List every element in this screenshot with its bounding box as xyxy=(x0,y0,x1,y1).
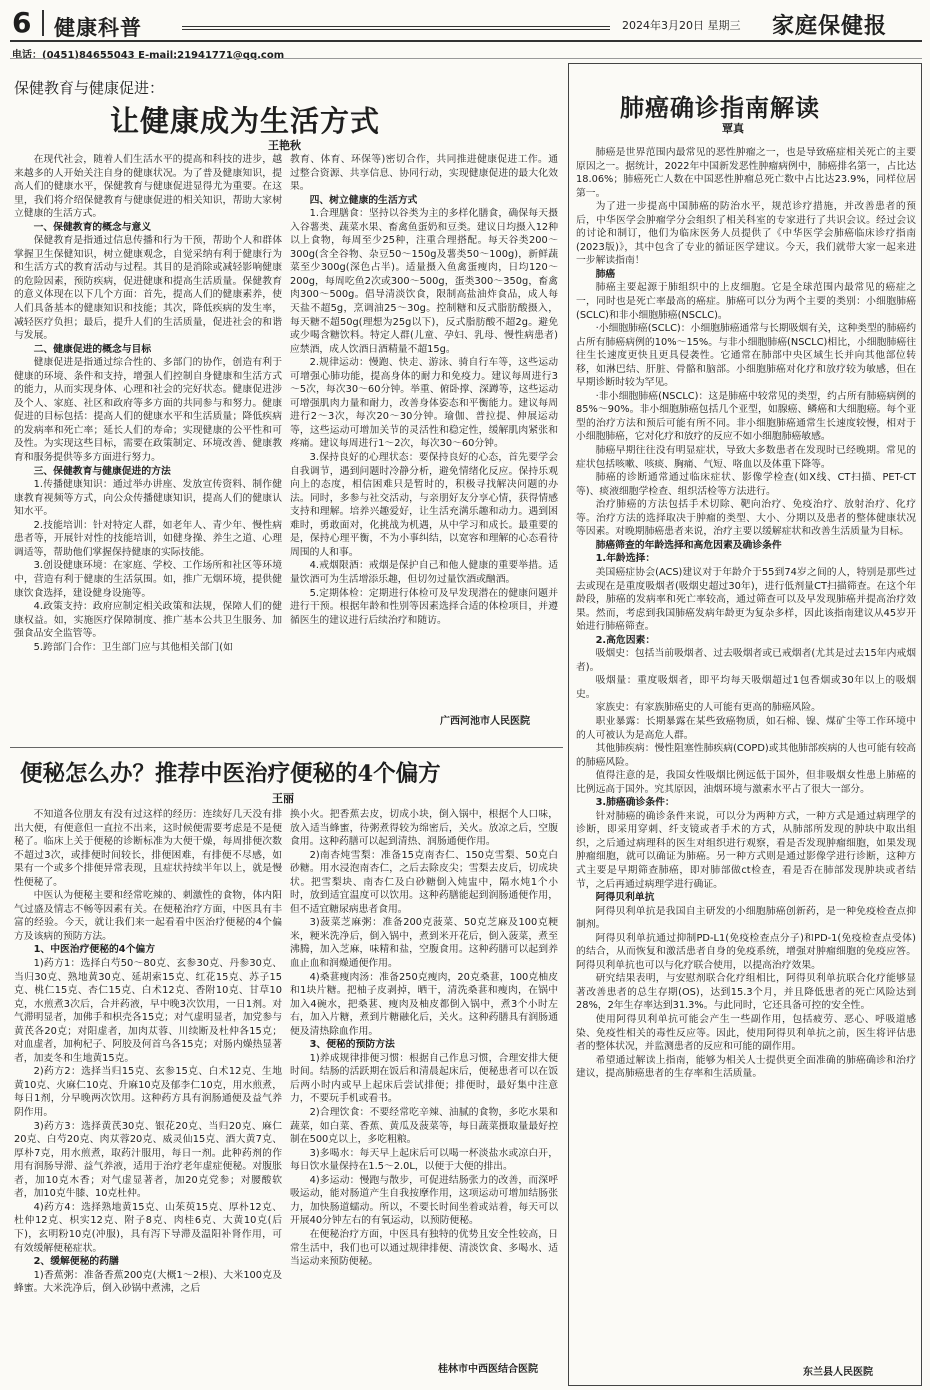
paragraph: 5.跨部门合作：卫生部门应与其他相关部门(如 xyxy=(33,641,233,653)
paragraph: 2)合理饮食：不要经常吃辛辣、油腻的食物，多吃水果和蔬菜，如白菜、香蕉、黄瓜及菠菜等，每日蔬菜摄取量最好控制在500克以上，多吃粗粮。 xyxy=(290,1107,558,1146)
paragraph: 治疗肺癌的方法包括手术切除、靶向治疗、免疫治疗、放射治疗、化疗等。治疗方法的选择取决于肿瘤的类型、大小、分期以及患者的整体健康状况等因素。对晚期肺癌患者来说，治疗主要以缓解症状和改善生活质量为目标。 xyxy=(576,499,916,538)
paragraph: 4.政策支持：政府应制定相关政策和法规，保障人们的健康权益。如，实施医疗保障制度、推广基本公共卫生服务、加强食品安全监管等。 xyxy=(14,601,282,640)
paragraph: 针对肺癌的确诊条件来说，可以分为两种方式，一种方式是通过病理学的诊断，即采用穿刺、纤支镜或者手术的方式，从肺部所发现的肿块中取出组织，之后通过病理科的医生对组织进行观察，看是否发现肿瘤细胞，如果发现肿瘤细胞，就可以确证为肺癌。另一种方式则是通过影像学进行诊断，这种方式主要是早期筛查肺癌，即对肺部做ct检查，看是否在肺部发现肿块或者结节，之后再通过病理学进行确证。 xyxy=(576,810,916,890)
article3-source: 东兰县人民医院 xyxy=(803,1367,873,1378)
section-heading: 2、缓解便秘的药膳 xyxy=(33,1256,119,1268)
paragraph: 4)药方4：选择熟地黄15克、山茱萸15克、厚朴12克、杜仲12克、枳实12克、附子8克、肉桂6克、大黄10克(后下)，玄明粉10克(冲服)，具有泻下导滞及温阳补肾作用，可有效缓解便秘症状。 xyxy=(14,1201,282,1254)
article1-kicker: 保健教育与健康促进： xyxy=(14,79,165,97)
paragraph: 健康促进是指通过综合性的、多部门的协作，创造有利于健康的环境、条件和支持，增强人们控制自身健康和生活方式的能力，从而实现身体、心理和社会的完好状态。健康促进涉及个人、家庭、社区和政府等多方面的共同参与和努力。健康促进的目标包括：提高人们的健康水平和生活质量；降低疾病的发病率和死亡率；延长人们的寿命；实现健康的公平性和可及性。为实现这些目标，需要在政策制定、环境改善、健康教育和服务提供等多方面进行努力。 xyxy=(14,357,282,464)
paragraph: 1.合理膳食：坚持以谷类为主的多样化膳食，确保每天摄入谷薯类、蔬菜水果、畜禽鱼蛋奶和豆类。建议日均摄入12种以上食物，每周至少25种，注重合理搭配。每天谷类200～300g(含全谷物、杂豆50～150g及薯类50～100g)，新鲜蔬菜至少300g(深色占半)。适量摄入鱼禽蛋瘦肉，日均120～200g，每周吃鱼2次或300～500g，蛋类300～350g，畜禽肉300～500g。倡导清淡饮食，限制高盐油炸食品，成人每天盐不超5g，烹调油25～30g。控制糖和反式脂肪酸摄入，每天糖不超50g(理想为25g以下)，反式脂肪酸不超2g。避免或少喝含糖饮料。特定人群(儿童、孕妇、乳母、慢性病患者)应禁酒，成人饮酒日酒精量不超15g。 xyxy=(290,208,558,355)
article2-title: 便秘怎么办？推荐中医治疗便秘的4个偏方 xyxy=(20,761,441,787)
article2-author: 王丽 xyxy=(272,792,294,805)
article3-title: 肺癌确诊指南解读 xyxy=(620,93,820,122)
header-rule xyxy=(182,26,610,30)
paragraph: 3)菠菜芝麻粥：准备200克菠菜、50克芝麻及100克粳米，粳米洗净后，倒入锅中，煮到米开花后，倒入菠菜，煮至沸腾，加入芝麻，味精和盐，空腹食用。这种药膳可以起到养血止血和润燥通便作用。 xyxy=(290,917,558,970)
newspaper-name: 家庭保健报 xyxy=(772,13,888,39)
article1-column-1 xyxy=(14,153,282,739)
paragraph: 1)养成规律排便习惯：根据自己作息习惯，合理安排大便时间。结肠的活跃期在饭后和清晨起床后，便秘患者可以在饭后两小时内或早上起床后尝试排便；排便时，最好集中注意力，不要玩手机或看书。 xyxy=(290,1052,558,1105)
article1-source: 广西河池市人民医院 xyxy=(440,716,530,727)
section-heading: 1、中医治疗便秘的4个偏方 xyxy=(33,944,155,956)
contact-line: 电话：(0451)84655043 E-mail:21941771@qq.com xyxy=(12,50,285,61)
article1-author: 王艳秋 xyxy=(268,139,301,152)
paragraph: 吸烟量：重度吸烟者，即平均每天吸烟超过1包香烟或30年以上的吸烟史。 xyxy=(576,675,916,700)
article2-column-2 xyxy=(290,808,558,1358)
section-heading: 1.年龄选择： xyxy=(595,553,656,565)
section-heading: 2.高危因素： xyxy=(595,634,656,646)
paragraph: 家族史：有家族肺癌史的人可能有更高的肺癌风险。 xyxy=(595,702,821,714)
paragraph: ·小细胞肺癌(SCLC)：小细胞肺癌通常与长期吸烟有关，这种类型的肺癌约占所有肺癌病例的10%～15%。与非小细胞肺癌(NSCLC)相比，小细胞肺癌往往生长速度更快且更具侵袭性。它通常在肺部中央区域生长并向其他部位转移，如淋巴结、肝脏、骨骼和脑部。小细胞肺癌对化疗和放疗较为敏感，但在早期诊断时较为罕见。 xyxy=(576,323,916,389)
paragraph: 肺癌的诊断通常通过临床症状、影像学检查(如X线、CT扫描、PET-CT等)、痰液细胞学检查、组织活检等方法进行。 xyxy=(576,472,916,497)
paragraph: 3.创设健康环境：在家庭、学校、工作场所和社区等环境中，营造有利于健康的生活氛围。如，推广无烟环境，提供健康饮食选择，建设健身设施等。 xyxy=(14,560,282,599)
section-title: 健康科普 xyxy=(54,15,142,40)
paragraph: 在现代社会，随着人们生活水平的提高和科技的进步，越来越多的人开始关注自身的健康状况。为了普及健康知识，提高人们的健康水平，保健教育与健康促进显得尤为重要。在这里，我们将介绍保健教育与健康促进的相关知识，帮助大家树立健康的生活方式。 xyxy=(14,154,282,220)
paragraph: 不知道各位朋友有没有过这样的经历：连续好几天没有排出大便，有便意但一直拉不出来，这时候便需要考虑是不是便秘了。临床上关于便秘的诊断标准为大便干燥，每周排便次数不超过3次，或排便时间较长，排便困难，有排便不尽感，如果有一个或多个排便异常表现，且症状持续半年以上，就是慢性便秘了。 xyxy=(14,809,282,888)
paragraph: 1)药方1：选择白芍50～80克、玄参30克、丹参30克、当归30克、熟地黄30克、延胡索15克、红花15克、苏子15克、桃仁15克、杏仁15克、白术12克、香附10克、甘草10克，水煎煮3次后，合并药液，早中晚3次饮用，一日1剂。对气滞明显者，加佛手和枳壳各15克；对气虚明显者，加党参与黄芪各20克；对阳虚者，加肉苁蓉、川续断及杜仲各15克；对血虚者，加枸杞子、阿胶及何首乌各15克；对肠内燥热显著者，加麦冬和生地黄15克。 xyxy=(14,958,282,1064)
paragraph: 4)桑葚瘦肉汤：准备250克瘦肉，20克桑葚，100克柚皮和1块片糖。把柚子皮剥掉，晒干，清洗桑葚和瘦肉，在锅中加入4碗水，把桑葚、瘦肉及柚皮都倒入锅中，煮3个小时左右，加入片糖，煮到片糖融化后，关火。这种药膳具有润肠通便及清热除血作用。 xyxy=(290,971,558,1037)
paragraph: 换小火。把香蕉去皮，切成小块，倒入锅中，根据个人口味，放入适当蜂蜜，待粥煮得较为绵密后，关火。放凉之后，空腹食用。这种药膳可以起到清热、润肠通便作用。 xyxy=(290,809,558,848)
paragraph: 2.规律运动：慢跑、快走、游泳、骑自行车等，这些运动可增强心肺功能，提高身体的耐力和免疫力。建议每周进行3～5次，每次30～60分钟。举重、俯卧撑、深蹲等，这些运动可增强肌肉力量和耐力，改善身体姿态和平衡能力。建议每周进行2～3次，每次20～30分钟。瑜伽、普拉提、伸展运动等，这些运动可增加关节的灵活性和稳定性，缓解肌肉紧张和疼痛。建议每周进行1～2次，每次30～60分钟。 xyxy=(290,357,558,450)
paragraph: 吸烟史：包括当前吸烟者、过去吸烟者或已戒烟者(尤其是过去15年内戒烟者)。 xyxy=(576,648,916,673)
paragraph: 保健教育是指通过信息传播和行为干预，帮助个人和群体掌握卫生保健知识，树立健康观念，自觉采纳有利于健康行为和生活方式的教育活动与过程。其目的是消除或减轻影响健康的危险因素，预防疾病，促进健康和提高生活质量。保健教育的意义体现在以下几个方面：首先，提高人们的健康素养，使人们具备基本的健康知识和技能；其次，降低疾病的发生率，减轻医疗负担；最后，提升人们的生活质量，促进社会的和谐与发展。 xyxy=(14,235,282,342)
paragraph: 1.传播健康知识：通过举办讲座、发放宣传资料、制作健康教育视频等方式，向公众传播健康知识，提高人们的健康认知水平。 xyxy=(14,479,282,518)
section-heading: 3、便秘的预防方法 xyxy=(309,1039,395,1051)
section-heading: 肺癌筛查的年龄选择和高危因素及确诊条件 xyxy=(595,539,782,551)
paragraph: 美国癌症协会(ACS)建议对于年龄介于55到74岁之间的人，特别是那些过去或现在是重度吸烟者(吸烟史超过30年)，进行低剂量CT扫描筛查。在这个年龄段，肺癌的发病率和死亡率较高，通过筛查可以及早发现肺癌并提高治疗效果。然而，考虑到我国肺癌发病年龄更为复杂多样，因此该指南建议从45岁开始进行肺癌筛查。 xyxy=(576,566,916,633)
article3-column xyxy=(576,146,916,1358)
header-separator xyxy=(42,10,44,36)
paragraph: 阿得贝利单抗是我国自主研发的小细胞肺癌创新药，是一种免疫检查点抑制剂。 xyxy=(576,905,916,931)
top-rule xyxy=(10,58,922,59)
paragraph: 1)香蕉粥：准备香蕉200克(大概1～2根)、大米100克及蜂蜜。大米洗净后，倒入砂锅中煮沸，之后 xyxy=(14,1269,282,1295)
section-heading: 二、健康促进的概念与目标 xyxy=(33,343,152,355)
paragraph: 使用阿得贝利单抗可能会产生一些副作用，包括疲劳、恶心、呼吸道感染、免疫性相关的毒性反应等。因此，使用阿得贝利单抗之前，医生将评估患者的整体状况，并监测患者的反应和可能的副作用。 xyxy=(576,1014,916,1053)
paragraph: 3.保持良好的心理状态：要保持良好的心态，首先要学会自我调节，遇到问题时冷静分析，避免情绪化反应。保持乐观向上的态度，相信困难只是暂时的，积极寻找解决问题的办法。同时，多参与社交活动，与亲朋好友分享心情，获得情感支持和理解。培养兴趣爱好，让生活充满乐趣和动力。遇到困难时，勇敢面对，化挑战为机遇，从中学习和成长。最重要的是，保持心理平衡，不为小事纠结，以宽容和理解的心态看待周围的人和事。 xyxy=(290,452,558,558)
paragraph: 肺癌是世界范围内最常见的恶性肿瘤之一，也是导致癌症相关死亡的主要原因之一。据统计，2022年中国新发恶性肿瘤病例中，肺癌排名第一，占比达18.06%；肺癌死亡人数在中国恶性肿瘤总死亡数中占比达23.9%，同样位居第一。 xyxy=(576,147,916,199)
paragraph: 职业暴露：长期暴露在某些致癌物质，如石棉、镍、煤矿尘等工作环境中的人可被认为是高危人群。 xyxy=(576,715,916,741)
article2-column-1 xyxy=(14,808,282,1384)
article1-title: 让健康成为生活方式 xyxy=(110,104,381,138)
page-number: 6 xyxy=(12,6,32,39)
section-heading: 3.肺癌确诊条件： xyxy=(595,797,675,809)
section-heading: 一、保健教育的概念与意义 xyxy=(33,221,152,233)
paragraph: 希望通过解读上指南，能够为相关人士提供更全面准确的肺癌确诊和治疗建议，提高肺癌患者的生存率和生活质量。 xyxy=(576,1054,916,1080)
issue-date: 2024年3月20日 星期三 xyxy=(622,19,741,32)
paragraph: 4)多运动：慢跑与散步，可促进结肠张力的改善，而深呼吸运动，能对肠道产生自我按摩作用，这项运动可增加结肠张力，加快肠道蠕动。所以，不要长时间坐着或站着，每天可以开展40分钟左右的有氧运动，以预防便秘。 xyxy=(290,1174,558,1227)
paragraph: 肺癌早期往往没有明显症状，导致大多数患者在发现时已经晚期。常见的症状包括咳嗽、咳痰、胸痛、气短、咯血以及体重下降等。 xyxy=(576,445,916,470)
paragraph: 2)药方2：选择当归15克、玄参15克、白术12克、生地黄10克、火麻仁10克、升麻10克及郁李仁10克，用水煎煮，每日1剂，分早晚两次饮用。这种药方具有润肠通便及益气养阴作用。 xyxy=(14,1066,282,1119)
paragraph: 肺癌主要起源于肺组织中的上皮细胞。它是全球范围内最常见的癌症之一，同时也是死亡率最高的癌症。肺癌可以分为两个主要的类别：小细胞肺癌(SCLC)和非小细胞肺癌(NSCLC)。 xyxy=(576,282,916,321)
paragraph: ·非小细胞肺癌(NSCLC)：这是肺癌中较常见的类型，约占所有肺癌病例的85%～90%。非小细胞肺癌包括几个亚型，如腺癌、鳞癌和大细胞癌。每个亚型的治疗方法和预后可能有所不同。非小细胞肺癌通常生长速度较慢，相对于小细胞肺癌，它对化疗和放疗的反应不如小细胞肺癌敏感。 xyxy=(576,390,916,443)
masthead xyxy=(10,6,922,42)
paragraph: 4.戒烟限酒：戒烟是保护自己和他人健康的重要举措。适量饮酒可为生活增添乐趣，但切勿过量饮酒或酗酒。 xyxy=(290,560,558,585)
paragraph: 为了进一步提高中国肺癌的防治水平，规范诊疗措施，并改善患者的预后，中华医学会肿瘤学分会组织了相关科室的专家进行了共识会议。经过会议的讨论和制订，他们为临床医务人员提供了《中华医学会肺癌临床诊疗指南(2023版)》，其中包含了专业的循证医学建议。今天，我们就带大家一起来进一步解读指南！ xyxy=(576,201,916,267)
paragraph: 3)药方3：选择黄芪30克、银花20克、当归20克、麻仁20克、白芍20克、肉苁蓉20克、威灵仙15克、酒大黄7克、厚朴7克，用水煎煮，取药汁服用，每日一剂。此种药剂的作用有润肠导滞、益气养液，适用于治疗老年虚症便秘。对腹胀者，加10克木香；对气虚显著者，加20克党参；对腰酸软者，加10克牛膝、10克杜仲。 xyxy=(14,1120,282,1200)
paragraph: 5.定期体检：定期进行体检可及早发现潜在的健康问题并进行干预。根据年龄和性别等因素选择合适的体检项目，并遵循医生的建议进行后续治疗和随访。 xyxy=(290,587,558,626)
paragraph: 阿得贝利单抗通过抑制PD-L1(免疫检查点分子)和PD-1(免疫检查点受体)的结合，从而恢复和激活患者自身的免疫系统，增强对肿瘤细胞的免疫应答。阿得贝利单抗也可以与化疗联合使用，以提高治疗效果。 xyxy=(576,932,916,971)
article-divider xyxy=(10,747,563,748)
paragraph: 中医认为便秘主要和经常吃辣的、刺激性的食物，体内阳气过盛及情志不畅等因素有关。在便秘治疗方面，中医具有丰富的经验。今天，就让我们来一起看看中医治疗便秘的4个偏方及该病的预防方法。 xyxy=(14,890,282,942)
paragraph: 其他肺疾病：慢性阻塞性肺疾病(COPD)或其他肺部疾病的人也可能有较高的肺癌风险。 xyxy=(576,743,916,768)
section-heading: 阿得贝利单抗 xyxy=(595,892,655,904)
paragraph: 3)多喝水：每天早上起床后可以喝一杯淡盐水或凉白开，每日饮水量保持在1.5～2.0L，以便于大便的排出。 xyxy=(290,1147,558,1173)
paragraph: 2)南杏炖雪梨：准备15克南杏仁、150克雪梨、50克白砂糖。用水浸泡南杏仁，之后去除皮尖；雪梨去皮后，切成块状。把雪梨块、南杏仁及白砂糖倒入炖盅中，隔水炖1个小时，放到适宜温度可以饮用。这种药膳能起到润肠通便作用，但不适宜糖尿病患者食用。 xyxy=(290,849,558,915)
paragraph: 值得注意的是，我国女性吸烟比例远低于国外，但非吸烟女性患上肺癌的比例远高于国外。究其原因，油烟环境与激素水平占了很大一部分。 xyxy=(576,770,916,795)
paragraph: 2.技能培训：针对特定人群，如老年人、青少年、慢性病患者等，开展针对性的技能培训，如健身操、养生之道、心理调适等，帮助他们掌握保持健康的实际技能。 xyxy=(14,519,282,558)
section-heading: 肺癌 xyxy=(595,268,616,280)
section-heading: 三、保健教育与健康促进的方法 xyxy=(33,465,171,477)
article3-author: 覃真 xyxy=(722,122,744,135)
paragraph: 在便秘治疗方面，中医具有独特的优势且安全性较高，日常生活中，我们也可以通过规律排便、清淡饮食、多喝水、适当运动来预防便秘。 xyxy=(290,1228,558,1268)
article1-column-2 xyxy=(290,153,558,709)
paragraph: 研究结果表明，与安慰剂联合化疗组相比，阿得贝利单抗联合化疗能够显著改善患者的总生存期(OS)，达到15.3个月，并且降低患者的死亡风险达到28%，2年生存率达到31.3%。与此同时，它还具备可控的安全性。 xyxy=(576,973,916,1012)
paragraph: 教育、体育、环保等)密切合作，共同推进健康促进工作。通过整合资源、共享信息、协同行动，实现健康促进的最大化效果。 xyxy=(290,154,558,193)
article2-source: 桂林市中西医结合医院 xyxy=(438,1364,538,1375)
section-heading: 四、树立健康的生活方式 xyxy=(309,194,418,206)
